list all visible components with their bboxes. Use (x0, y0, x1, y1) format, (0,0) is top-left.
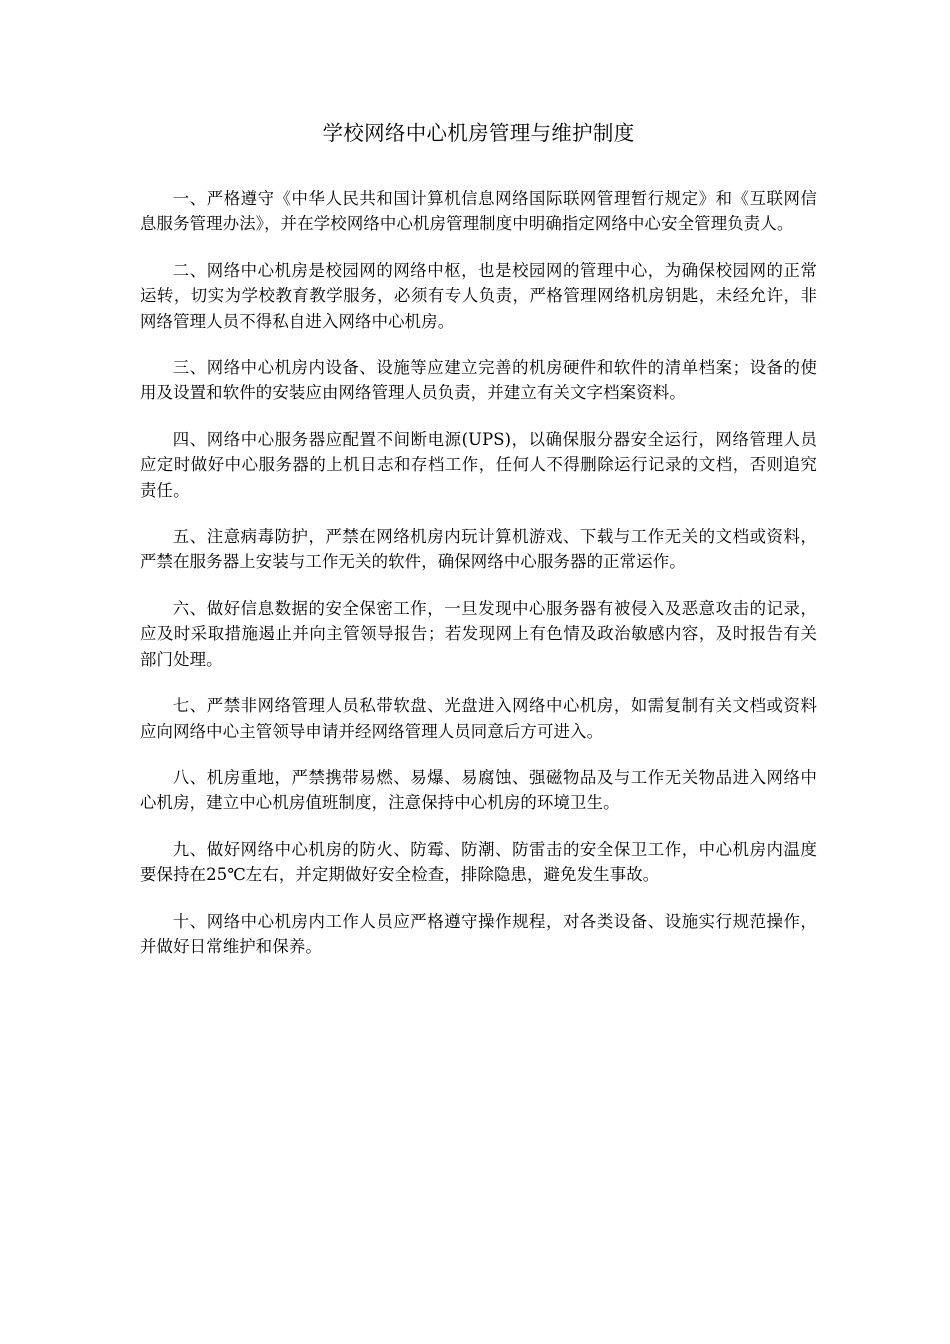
clause-2: 二、网络中心机房是校园网的网络中枢，也是校园网的管理中心，为确保校园网的正常运转，切实为学校教育教学服务，必须有专人负责，严格管理网络机房钥匙，未经允许，非网络管理人员不得私自进入网络中心机房。 (140, 260, 817, 331)
clause-5: 五、注意病毒防护，严禁在网络机房内玩计算机游戏、下载与工作无关的文档或资料，严禁在服务器上安装与工作无关的软件，确保网络中心服务器的正常运作。 (140, 527, 817, 572)
clause-3: 三、网络中心机房内设备、设施等应建立完善的机房硬件和软件的清单档案；设备的使用及设置和软件的安装应由网络管理人员负责，并建立有关文字档案资料。 (140, 358, 817, 403)
clause-7: 七、严禁非网络管理人员私带软盘、光盘进入网络中心机房，如需复制有关文档或资料应向网络中心主管领导申请并经网络管理人员同意后方可进入。 (140, 696, 817, 741)
clause-10: 十、网络中心机房内工作人员应严格遵守操作规程，对各类设备、设施实行规范操作，并做好日常维护和保养。 (140, 911, 817, 956)
clause-9: 九、做好网络中心机房的防火、防霉、防潮、防雷击的安全保卫工作，中心机房内温度要保持在25℃左右，并定期做好安全检查，排除隐患，避免发生事故。 (140, 839, 817, 885)
clause-8: 八、机房重地，严禁携带易燃、易爆、易腐蚀、强磁物品及与工作无关物品进入网络中心机房，建立中心机房值班制度，注意保持中心机房的环境卫生。 (140, 767, 817, 813)
clause-4: 四、网络中心服务器应配置不间断电源(UPS)，以确保服分器安全运行，网络管理人员应定时做好中心服务器的上机日志和存档工作，任何人不得删除运行记录的文档，否则追究责任。 (140, 429, 817, 500)
clause-1: 一、严格遵守《中华人民共和国计算机信息网络国际联网管理暂行规定》和《互联网信息服务管理办法》，并在学校网络中心机房管理制度中明确指定网络中心安全管理负责人。 (140, 189, 817, 234)
clause-6: 六、做好信息数据的安全保密工作，一旦发现中心服务器有被侵入及恶意攻击的记录，应及时采取措施遏止并向主管领导报告；若发现网上有色情及政治敏感内容，及时报告有关部门处理。 (140, 598, 817, 669)
document-title: 学校网络中心机房管理与维护制度 (322, 121, 635, 145)
